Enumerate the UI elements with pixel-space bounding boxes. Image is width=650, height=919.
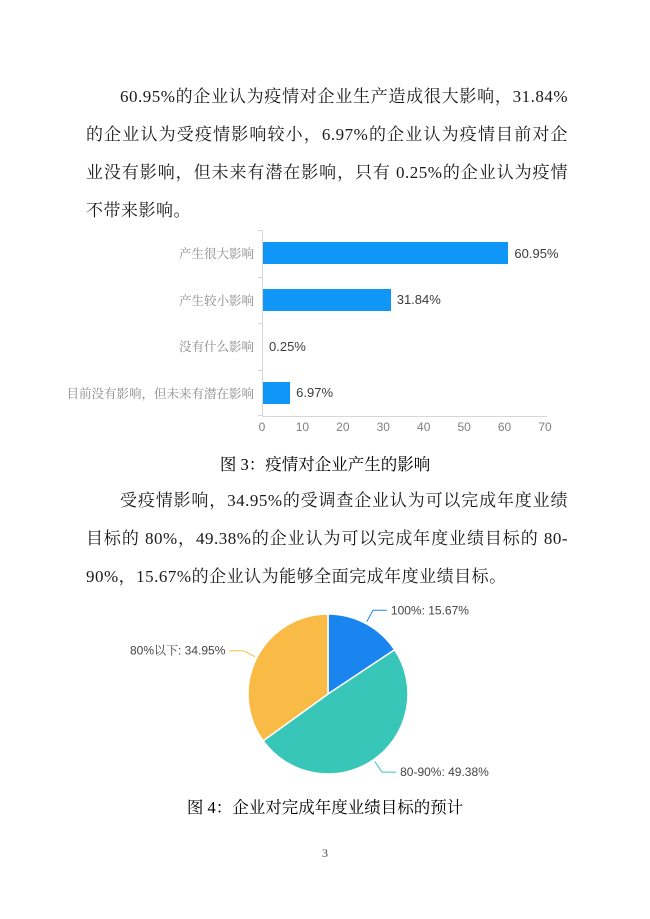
x-axis-tick-label: 20 xyxy=(336,420,350,434)
paragraph-pandemic-impact: 60.95%的企业认为疫情对企业生产造成很大影响，31.84%的企业认为受疫情影响较小，6.97%的企业认为疫情目前对企业没有影响，但未来有潜在影响，只有 0.25%的企业认为疫情不带来影响。 xyxy=(86,87,568,220)
bar xyxy=(262,289,391,311)
bar-category-label: 产生较小影响 xyxy=(178,293,254,308)
bar-row xyxy=(0,230,650,277)
pie-slice-label: 100%: 15.67% xyxy=(390,603,469,618)
y-axis-tick xyxy=(258,415,262,416)
x-axis-tick-label: 50 xyxy=(457,420,471,434)
pie-slice-label: 80%以下: 34.95% xyxy=(130,643,226,658)
pie-leader-line xyxy=(229,651,255,657)
x-axis-tick-label: 10 xyxy=(295,420,310,434)
x-axis-tick-label: 30 xyxy=(376,420,390,434)
figure4-caption: 图 4：企业对完成年度业绩目标的预计 xyxy=(186,798,464,817)
bar-chart-pandemic-impact xyxy=(0,230,650,442)
x-axis-tick-label: 40 xyxy=(417,420,431,434)
bar-value-label: 6.97% xyxy=(296,385,334,401)
figure3-caption: 图 3：疫情对企业产生的影响 xyxy=(219,455,431,474)
page-number: 3 xyxy=(322,846,328,860)
bar-value-label: 0.25% xyxy=(269,338,306,354)
y-axis-tick xyxy=(258,230,262,231)
paragraph-annual-targets: 受疫情影响，34.95%的受调查企业认为可以完成年度业绩目标的 80%，49.38%的企业认为可以完成年度业绩目标的 80-90%，15.67%的企业认为能够全面完成年度业绩目标。 xyxy=(86,491,568,586)
x-axis-line xyxy=(262,416,547,417)
pie-leader-line xyxy=(367,610,387,621)
bar-category-label: 目前没有影响，但未来有潜在影响 xyxy=(66,386,254,401)
pie-leader-line xyxy=(375,761,396,772)
y-axis-tick xyxy=(258,277,262,278)
x-axis-tick-label: 70 xyxy=(538,420,552,434)
bar-row xyxy=(0,323,650,370)
bar xyxy=(262,242,508,264)
y-axis-tick xyxy=(258,370,262,371)
pie-chart-annual-targets xyxy=(85,586,565,798)
y-axis-tick xyxy=(258,323,262,324)
x-axis-tick-label: 0 xyxy=(258,420,266,434)
bar-category-label: 产生很大影响 xyxy=(178,247,254,262)
pie-slice-label: 80-90%: 49.38% xyxy=(400,765,489,780)
x-axis-tick-label: 60 xyxy=(497,420,512,434)
bar-row xyxy=(0,277,650,324)
bar-value-label: 31.84% xyxy=(396,292,441,308)
bar-category-label: 没有什么影响 xyxy=(178,340,254,355)
y-axis-line xyxy=(262,230,263,416)
bar-value-label: 60.95% xyxy=(514,245,559,261)
bar xyxy=(262,382,290,404)
bar-row xyxy=(0,370,650,417)
